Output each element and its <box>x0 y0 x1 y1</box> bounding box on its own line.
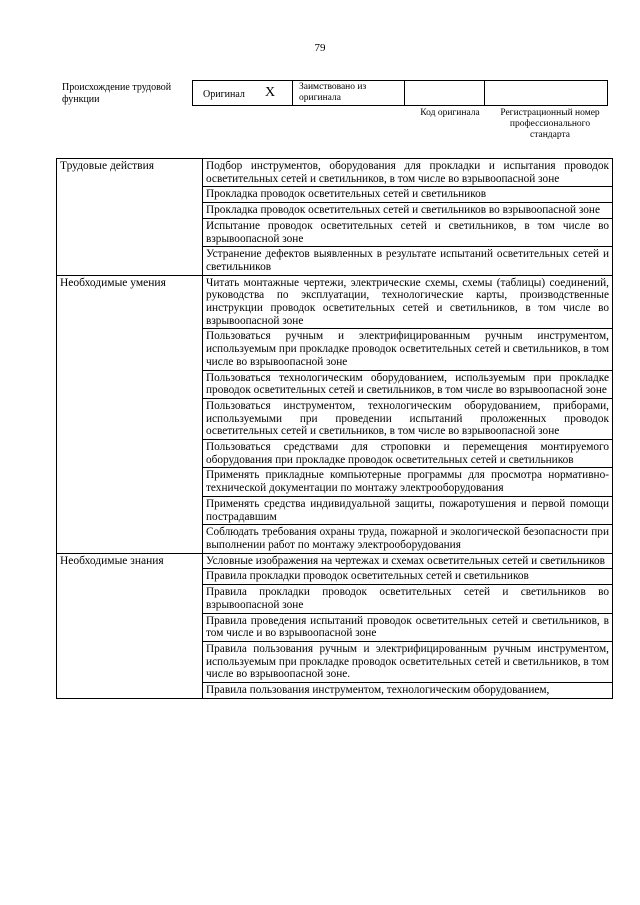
section-item: Правила пользования инструментом, технологическим оборудованием, <box>203 683 613 699</box>
code-caption: Код оригинала <box>420 108 480 118</box>
table-row <box>57 159 613 187</box>
table-row <box>57 553 613 569</box>
section-label: Трудовые действия <box>57 159 203 276</box>
section-item: Пользоваться средствами для строповки и перемещения монтируемого оборудования при прокладке проводок осветительных сетей и светильников <box>203 440 613 468</box>
origin-table <box>192 80 608 106</box>
reg-number-caption: Регистрационный номер профессионального стандарта <box>500 108 600 140</box>
table-row <box>57 275 613 329</box>
section-item: Правила прокладки проводок осветительных сетей и светильников <box>203 569 613 585</box>
origin-borrowed-cell <box>293 81 405 105</box>
section-item: Пользоваться инструментом, технологическим оборудованием, приборами, используемыми при проведении испытаний проложенных проводок осветительных сетей и светильников, в том числе во взрывоопасной зоне <box>203 398 613 439</box>
section-item: Подбор инструментов, оборудования для прокладки и испытания проводок осветительных сетей и светильников, в том числе во взрывоопасной зоне <box>203 159 613 187</box>
original-label: Оригинал <box>203 89 245 100</box>
section-item: Условные изображения на чертежах и схемах осветительных сетей и светильников <box>203 553 613 569</box>
section-item: Испытание проводок осветительных сетей и светильников, в том числе во взрывоопасной зоне <box>203 218 613 246</box>
origin-original-cell <box>193 81 293 105</box>
function-table <box>56 158 613 699</box>
origin-code-cell <box>405 81 485 105</box>
section-item: Соблюдать требования охраны труда, пожарной и экологической безопасности при выполнении работ по монтажу электрооборудования <box>203 525 613 553</box>
section-item: Применять средства индивидуальной защиты, пожаротушения и первой помощи пострадавшим <box>203 496 613 524</box>
section-item: Прокладка проводок осветительных сетей и светильников во взрывоопасной зоне <box>203 203 613 219</box>
section-item: Правила пользования ручным и электрифицированным ручным инструментом, используемым при прокладке проводок осветительных сетей и светильников, в том числе во взрывоопасной зоне. <box>203 641 613 682</box>
section-label: Необходимые знания <box>57 553 203 698</box>
section-item: Правила проведения испытаний проводок осветительных сетей и светильников, в том числе и во взрывоопасной зоне <box>203 613 613 641</box>
page-number: 79 <box>314 42 326 54</box>
origin-label: Происхождение трудовой функции <box>62 82 172 105</box>
original-mark: X <box>265 85 276 100</box>
section-item: Применять прикладные компьютерные программы для просмотра нормативно-технической документации по монтажу электрооборудования <box>203 468 613 496</box>
section-item: Пользоваться технологическим оборудованием, используемым при прокладке проводок осветительных сетей и светильников, в том числе во взрывоопасной зоне <box>203 370 613 398</box>
section-item: Пользоваться ручным и электрифицированным ручным инструментом, используемым при прокладке проводок осветительных сетей и светильников, в том числе во взрывоопасной зоне <box>203 329 613 370</box>
borrowed-label: Заимствовано из оригинала <box>299 82 367 103</box>
section-item: Устранение дефектов выявленных в результате испытаний осветительных сетей и светильников <box>203 247 613 275</box>
section-item: Прокладка проводок осветительных сетей и светильников <box>203 187 613 203</box>
section-label: Необходимые умения <box>57 275 203 553</box>
section-item: Читать монтажные чертежи, электрические схемы, схемы (таблицы) соединений, руководства по эксплуатации, технологические карты, производственные инструкции проводок осветительных сетей и светильников, в том числе во взрывоопасной зоне <box>203 275 613 329</box>
section-item: Правила прокладки проводок осветительных сетей и светильников во взрывоопасной зоне <box>203 585 613 613</box>
